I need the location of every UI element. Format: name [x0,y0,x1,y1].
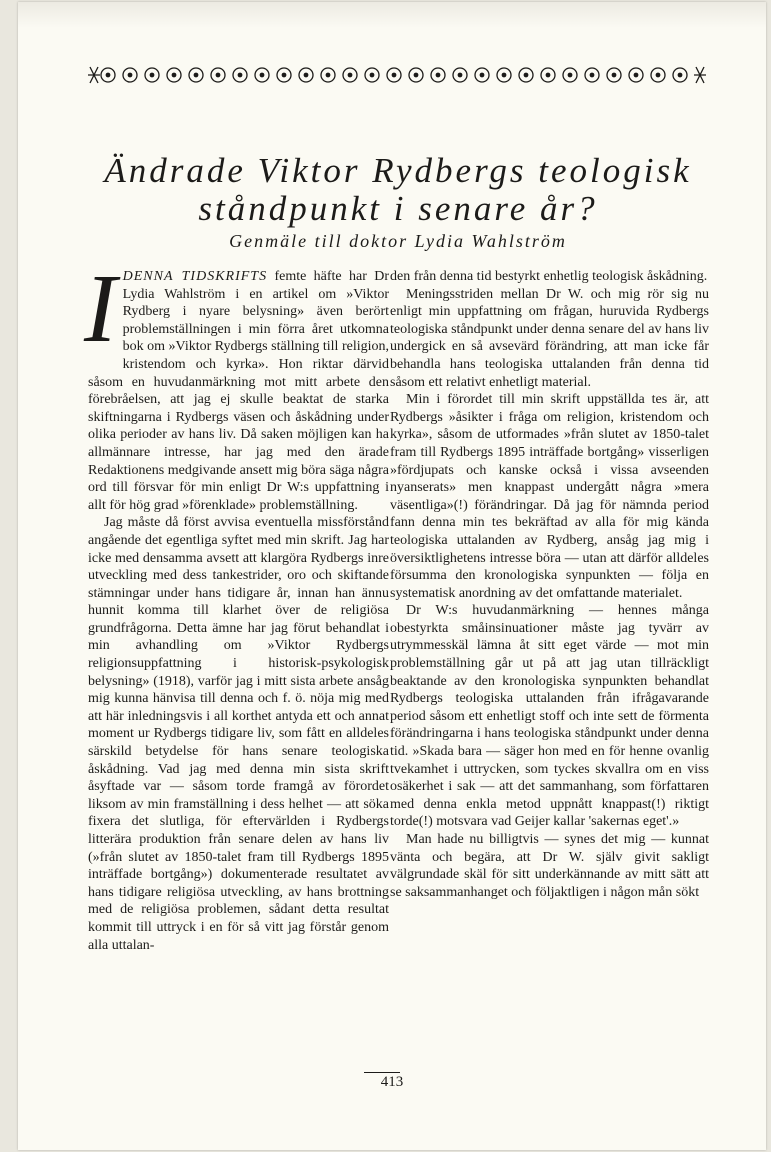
page-number: 413 [380,1074,404,1090]
paragraph-text: femte häfte har Dr Lydia Wahlström i en artikel om »Viktor Rydberg i nyare belysning» även berört problemställningen i min förra året utkomna bok om »Viktor Rydbergs ställning till religion, kristendom och kyrka». Hon riktar därvid såsom en huvudanmärkning mot mitt arbete den förebråelsen, att jag ej skulle beaktat de starka skiftningarna i Rydbergs väsen och åskådning under olika perioder av hans liv. Då saken möjligen kan ha allmännare intresse, har jag med den ärade Redaktionens medgivande ansett mig böra säga några ord till försvar för min enligt Dr W:s uppfattning i allt för hög grad »förenklade» problemställning. [88,269,390,513]
paragraph: Dr W:s huvudanmärkning — hennes många obestyrkta småinsinuationer måste jag tyvärr av utrymmesskäl lämna åt sitt eget värde — mot min problemställning går ut på att jag utan tillräckligt beaktande av den kronologiska synpunkten behandlat Rydbergs teologiska uttalanden från ifrågavarande period såsom ett enhetligt stoff och inte sett de förmenta förändringarna i hans teologiska ståndpunkt under denna tid. »Skada bara — säger hon med en för henne ovanlig tvekamhet i uttrycken, som tyckes skvallra om en viss osäkerhet i sak — att det sammanhang, som författaren med denna enkla metod uppnått knappast(!) riktigt torde(!) motsvara vad Geijer kallar 'sakernas eget'.» [390,603,709,830]
drop-cap: I [84,255,117,363]
article-subtitle: Genmäle till doktor Lydia Wahlström [229,231,567,251]
article-title: Ändrade Viktor Rydbergs teologisk ståndpunkt i senare år? [104,151,692,228]
paragraph: Min i förordet till min skrift uppställda tes är, att Rydbergs »åsikter i fråga om religion, kristendom och kyrka», såsom de utformades »från slutet av 1850-talet fram till Rydbergs 1895 inträffade bortgång» visserligen »fördjupats och kanske också i vissa avseenden nyanserats» men knappast undergått några »mera väsentliga»(!) förändringar. Då jag för nämnda period fann denna min tes bekräftad av alla för mig kända teologiska uttalanden av Rydberg, ansåg jag mig i översiktlighetens intresse böra — utan att därför alldeles försumma den kronologiska synpunkten — följa en systematisk anordning av det omfattande materialet. [390,392,709,601]
page [18,2,766,1150]
lead-in: DENNA TIDSKRIFTS [122,269,268,284]
paragraph: Meningsstriden mellan Dr W. och mig rör sig nu enligt min uppfattning om frågan, huruvida Rydbergs teologiska ståndpunkt under denna senare del av hans liv undergick en så avsevärd förändring, att man icke får behandla hans teologiska uttalanden från denna tid såsom ett relativt enhetligt material. [390,286,709,390]
paragraph: Man hade nu billigtvis — synes det mig — kunnat vänta och begära, att Dr W. själv givit sakligt välgrundade skäl för sitt underkännande av mitt sätt att se saksammanhanget och följaktligen i någon mån sökt [390,832,709,900]
left-column [84,255,390,954]
page-number-rule [364,1072,400,1073]
paragraph: Jag måste då först avvisa eventuella missförstånd angående det egentliga syftet med min skrift. Jag har icke med densamma avsett att klargöra Rydbergs inre utveckling med dess tankestrider, oro och skiftande stämningar under hans tidigare år, innan han ännu hunnit komma till klarhet över de religiösa grundfrågorna. Detta ämne har jag förut behandlat i min avhandling om »Viktor Rydbergs religionsuppfattning i historisk-psykologisk belysning» (1918), varför jag i mitt sista arbete ansåg mig kunna hänvisa till denna och f. ö. nöja mig med att här inledningsvis i all korthet antyda ett och annat moment ur Rydbergs tidigare liv, som fått en alldeles särskild betydelse för hans senare teologiska åskådning. Vad jag med denna min sista skrift åsyftade var — såsom torde framgå av förordet liksom av min framställning i dess helhet — att söka fixera det slutliga, för eftervärlden i Rydbergs litterära produktion från senare delen av hans liv (»från slutet av 1850-talet fram till Rydbergs 1895 inträffade bortgång») dokumenterade resultatet av hans tidigare religiösa utveckling, av hans brottning med de religiösa problemen, sådant detta resultat kommit till uttryck i en för så vitt jag förstår genom alla uttalan- [88,515,389,953]
opening-paragraph [84,255,390,514]
right-column [390,268,709,901]
paragraph: den från denna tid bestyrkt enhetlig teologisk åskådning. [390,269,708,284]
decorative-border-ornament [88,62,708,88]
